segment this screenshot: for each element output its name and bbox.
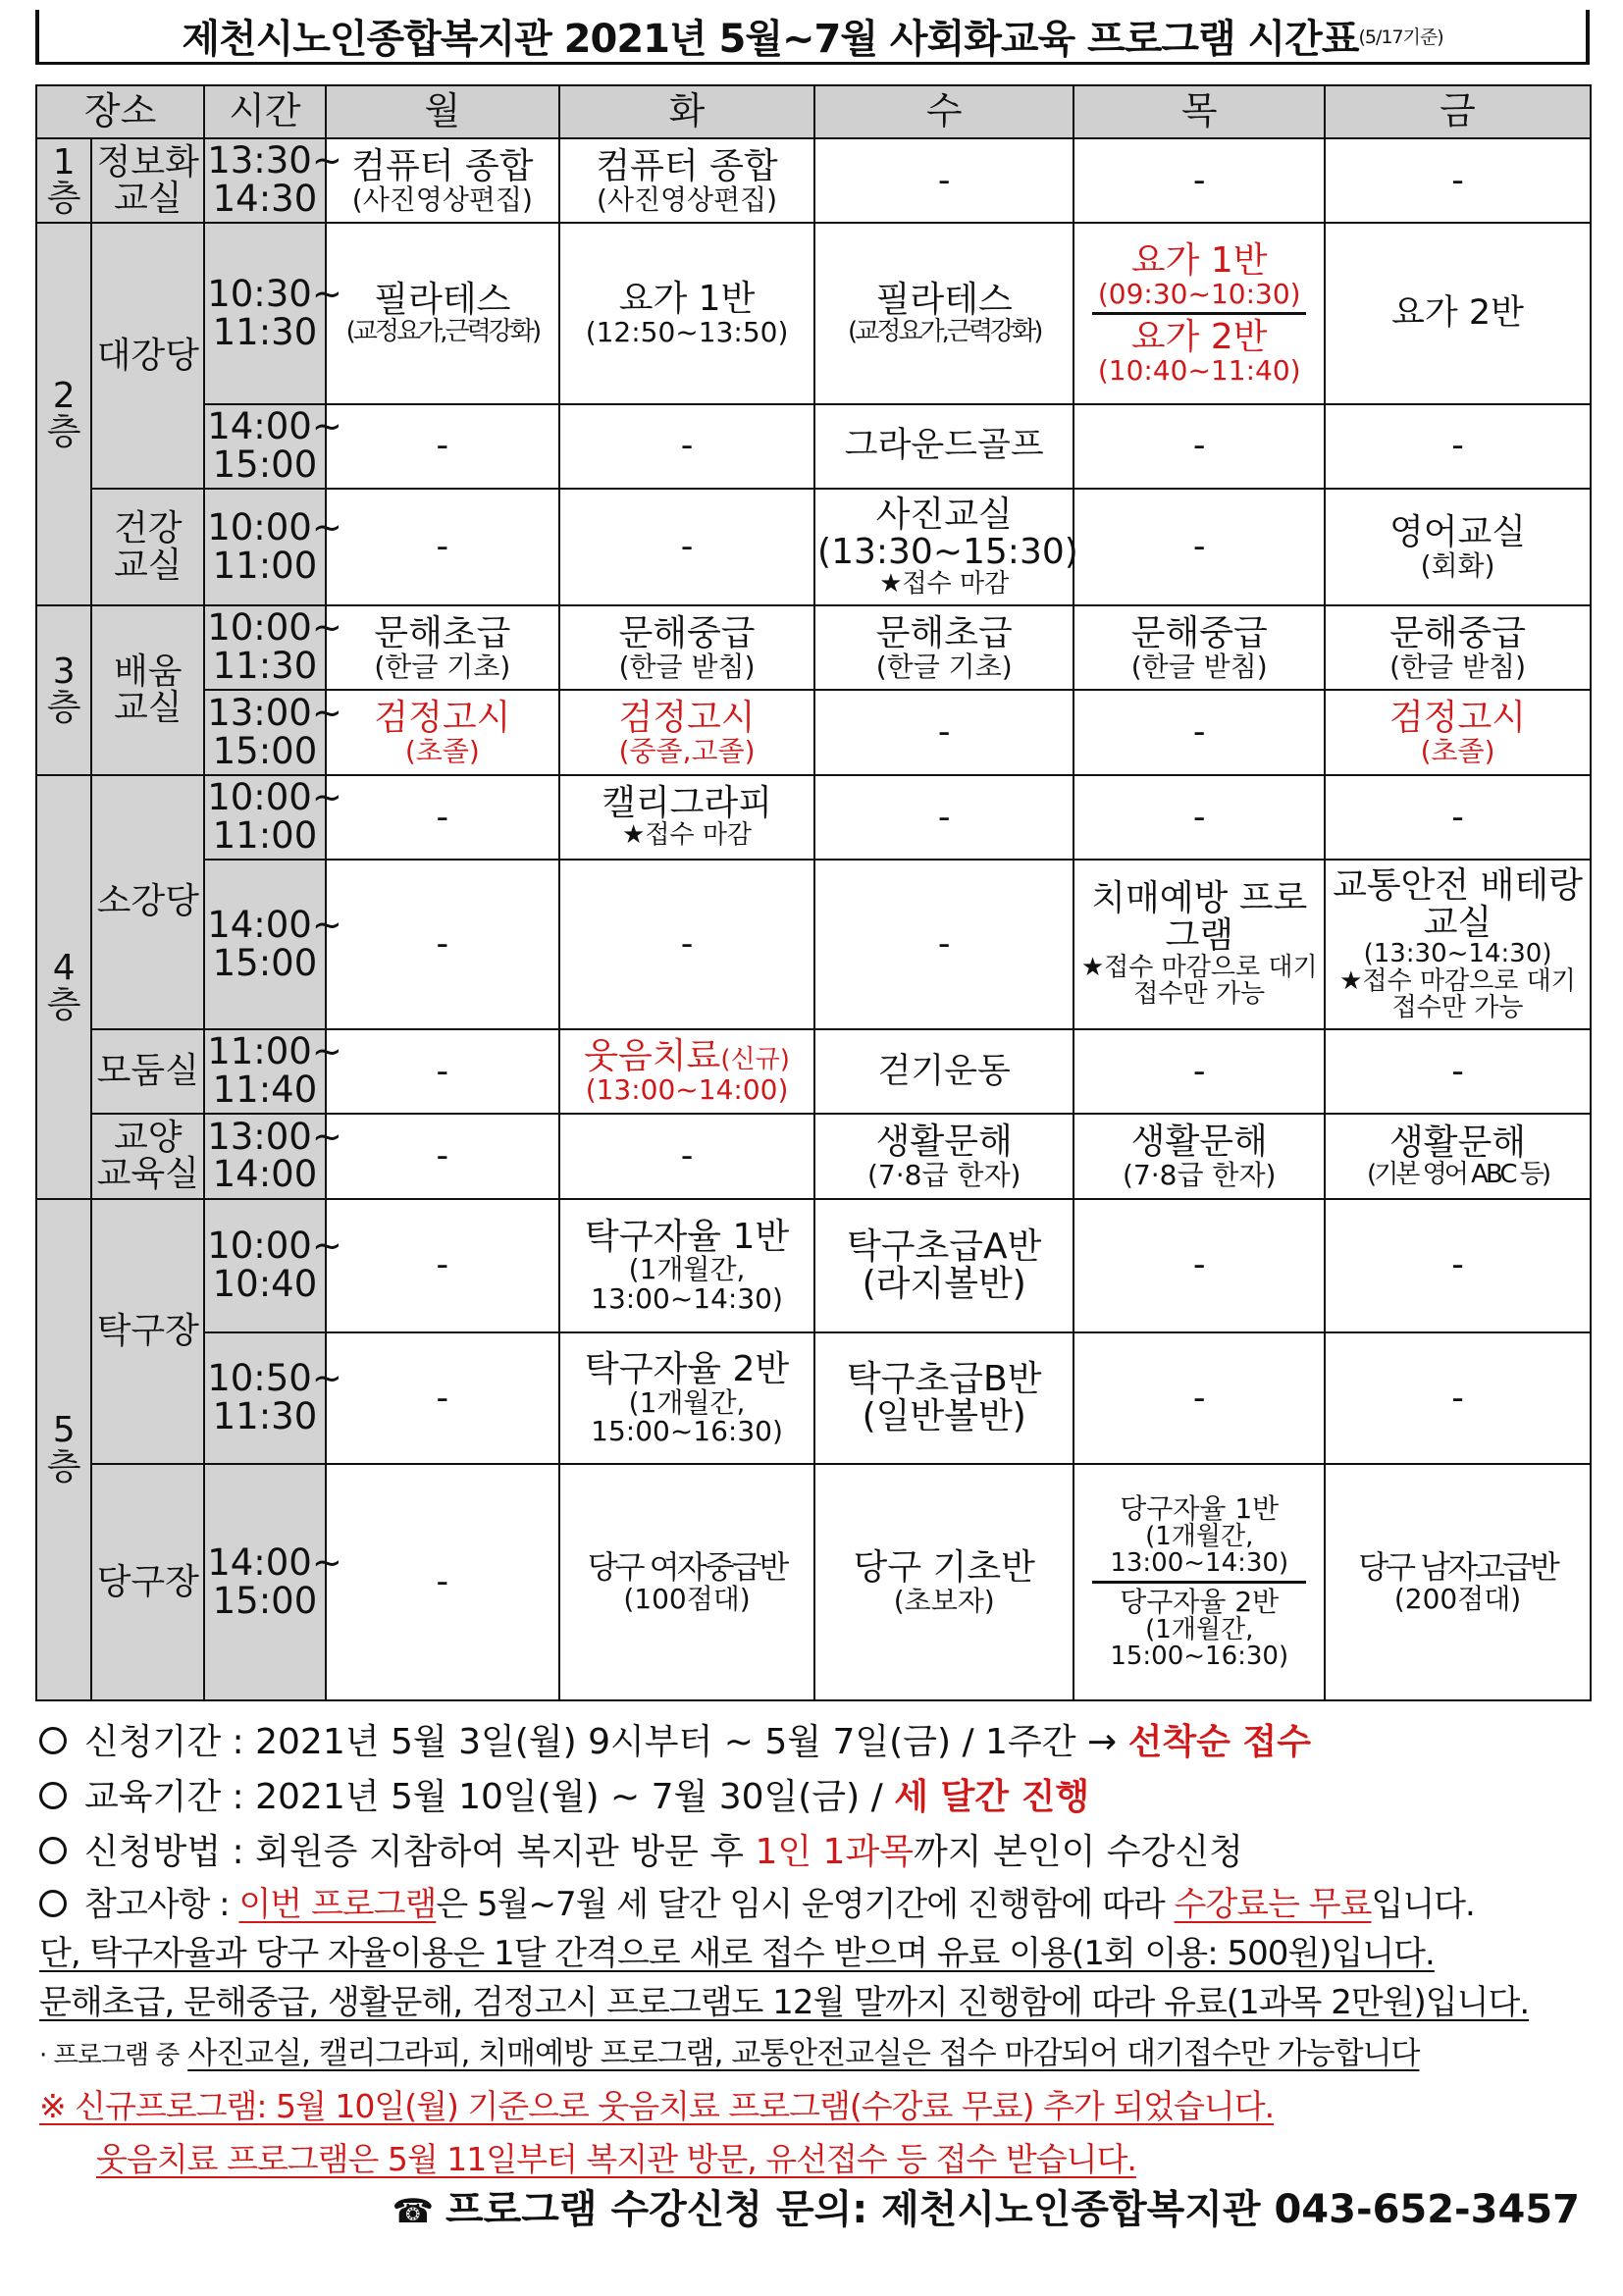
time-slot: 10:00~ 11:00 xyxy=(204,489,326,605)
cell-tue: 문해중급 (한글 받침) xyxy=(559,605,814,690)
apply-method: 신청방법 : 회원증 지참하여 복지관 방문 후 1인 1과목까지 본인이 수강신청 xyxy=(39,1825,1599,1880)
notes-section xyxy=(39,1715,1599,2186)
cell-fri: - xyxy=(1325,138,1591,223)
room-info-class: 정보화 교실 xyxy=(91,138,204,223)
cell-mon: - xyxy=(326,1199,559,1333)
cell-fri: 당구 남자고급반 (200점대) xyxy=(1325,1464,1591,1700)
floor-2: 2층 xyxy=(36,223,91,605)
cell-tue: 당구 여자중급반 (100점대) xyxy=(559,1464,814,1700)
cell-tue: - xyxy=(559,1114,814,1198)
cell-tue: 탁구자율 1반 (1개월간, 13:00~14:30) xyxy=(559,1199,814,1333)
cell-fri: 검정고시 (초졸) xyxy=(1325,690,1591,774)
cell-tue: 웃음치료(신규) (13:00~14:00) xyxy=(559,1029,814,1114)
cell-mon: - xyxy=(326,860,559,1029)
cell-fri: - xyxy=(1325,775,1591,860)
circle-bullet-icon xyxy=(39,1890,67,1917)
cell-tue: - xyxy=(559,860,814,1029)
cell-fri: - xyxy=(1325,1332,1591,1464)
cell-wed: 사진교실 (13:30~15:30) ★접수 마감 xyxy=(814,489,1073,605)
cell-wed: 필라테스 (교정요가,근력강화) xyxy=(814,223,1073,403)
phone-icon: ☎ xyxy=(392,2192,434,2231)
cell-fri: 문해중급 (한글 받침) xyxy=(1325,605,1591,690)
cell-thu: - xyxy=(1073,1029,1325,1114)
cell-wed: - xyxy=(814,775,1073,860)
cell-fri: - xyxy=(1325,1199,1591,1333)
schedule-table xyxy=(35,84,1592,1701)
cell-mon: 검정고시 (초졸) xyxy=(326,690,559,774)
col-header-fri: 금 xyxy=(1325,85,1591,138)
time-slot: 14:00~ 15:00 xyxy=(204,1464,326,1700)
title-note: (5/17기준) xyxy=(1358,26,1443,48)
apply-period: 신청기간 : 2021년 5월 3일(월) 9시부터 ~ 5월 7일(금) / 1주간 → 선착순 접수 xyxy=(39,1715,1599,1770)
room-group-room: 모둠실 xyxy=(91,1029,204,1114)
cell-thu: - xyxy=(1073,404,1325,489)
cell-mon: 필라테스 (교정요가,근력강화) xyxy=(326,223,559,403)
room-small-hall: 소강당 xyxy=(91,775,204,1029)
reference-line-1: 참고사항 : 이번 프로그램은 5월~7월 세 달간 임시 운영기간에 진행함에 따라 수강료는 무료입니다. xyxy=(39,1880,1599,1929)
time-slot: 13:00~ 14:00 xyxy=(204,1114,326,1198)
floor-3: 3층 xyxy=(36,605,91,775)
new-program-line-2: 웃음치료 프로그램은 5월 11일부터 복지관 방문, 유선접수 등 접수 받습니다. xyxy=(96,2140,1136,2178)
room-main-hall: 대강당 xyxy=(91,223,204,489)
floor-5: 5층 xyxy=(36,1199,91,1700)
cell-tue: - xyxy=(559,404,814,489)
table-row xyxy=(36,860,1591,1029)
time-slot: 10:00~ 10:40 xyxy=(204,1199,326,1333)
cell-mon: - xyxy=(326,1332,559,1464)
cell-wed: 걷기운동 xyxy=(814,1029,1073,1114)
cell-tue: 캘리그라피 ★접수 마감 xyxy=(559,775,814,860)
cell-fri: 생활문해 (기본 영어 ABC 등) xyxy=(1325,1114,1591,1198)
time-slot: 14:00~ 15:00 xyxy=(204,860,326,1029)
cell-mon: - xyxy=(326,775,559,860)
header-row xyxy=(36,85,1591,138)
cell-mon: - xyxy=(326,1029,559,1114)
room-health-class: 건강 교실 xyxy=(91,489,204,605)
circle-bullet-icon xyxy=(39,1837,67,1864)
cell-thu: 당구자율 1반 (1개월간, 13:00~14:30) 당구자율 2반 (1개월간, 15:00~16:30) xyxy=(1073,1464,1325,1700)
cell-tue: 컴퓨터 종합 (사진영상편집) xyxy=(559,138,814,223)
col-header-mon: 월 xyxy=(326,85,559,138)
cell-tue: 요가 1반 (12:50~13:50) xyxy=(559,223,814,403)
reference-line-2: 단, 탁구자율과 당구 자율이용은 1달 간격으로 새로 접수 받으며 유료 이용(1회 이용: 500원)입니다. xyxy=(39,1934,1435,1973)
table-row xyxy=(36,138,1591,223)
room-billiards: 당구장 xyxy=(91,1464,204,1700)
time-slot: 10:50~ 11:30 xyxy=(204,1332,326,1464)
cell-thu: 요가 1반 (09:30~10:30) 요가 2반 (10:40~11:40) xyxy=(1073,223,1325,403)
cell-fri: - xyxy=(1325,1029,1591,1114)
table-row xyxy=(36,1332,1591,1464)
cell-tue: - xyxy=(559,489,814,605)
circle-bullet-icon xyxy=(39,1782,67,1809)
cell-thu: 생활문해 (7·8급 한자) xyxy=(1073,1114,1325,1198)
cell-mon: - xyxy=(326,489,559,605)
table-row xyxy=(36,1199,1591,1333)
table-row xyxy=(36,690,1591,774)
time-slot: 13:00~ 15:00 xyxy=(204,690,326,774)
edu-period: 교육기간 : 2021년 5월 10일(월) ~ 7월 30일(금) / 세 달간 진행 xyxy=(39,1770,1599,1825)
cell-thu: - xyxy=(1073,775,1325,860)
cell-wed: - xyxy=(814,690,1073,774)
cell-thu: - xyxy=(1073,138,1325,223)
cell-fri: - xyxy=(1325,404,1591,489)
reference-line-3: 문해초급, 문해중급, 생활문해, 검정고시 프로그램도 12월 말까지 진행함에 따라 유료(1과목 2만원)입니다. xyxy=(39,1983,1530,2022)
cell-wed: 그라운드골프 xyxy=(814,404,1073,489)
cell-wed: - xyxy=(814,860,1073,1029)
time-slot: 10:30~ 11:30 xyxy=(204,223,326,403)
time-slot: 10:00~ 11:30 xyxy=(204,605,326,690)
cell-tue: 탁구자율 2반 (1개월간, 15:00~16:30) xyxy=(559,1332,814,1464)
table-row xyxy=(36,1114,1591,1198)
cell-tue: 검정고시 (중졸,고졸) xyxy=(559,690,814,774)
cell-mon: - xyxy=(326,1464,559,1700)
cell-thu: - xyxy=(1073,1199,1325,1333)
time-slot: 13:30~ 14:30 xyxy=(204,138,326,223)
col-header-place: 장소 xyxy=(36,85,204,138)
cell-wed: 당구 기초반 (초보자) xyxy=(814,1464,1073,1700)
table-row xyxy=(36,223,1591,403)
page-title: 제천시노인종합복지관 2021년 5월~7월 사회화교육 프로그램 시간표 xyxy=(182,17,1359,62)
cell-wed: - xyxy=(814,138,1073,223)
cell-wed: 생활문해 (7·8급 한자) xyxy=(814,1114,1073,1198)
table-row xyxy=(36,404,1591,489)
col-header-thu: 목 xyxy=(1073,85,1325,138)
cell-thu: - xyxy=(1073,690,1325,774)
cell-wed: 탁구초급A반 (라지볼반) xyxy=(814,1199,1073,1333)
cell-thu: 문해중급 (한글 받침) xyxy=(1073,605,1325,690)
cell-thu: - xyxy=(1073,1332,1325,1464)
col-header-wed: 수 xyxy=(814,85,1073,138)
table-row xyxy=(36,489,1591,605)
time-slot: 11:00~ 11:40 xyxy=(204,1029,326,1114)
cell-mon: - xyxy=(326,1114,559,1198)
col-header-time: 시간 xyxy=(204,85,326,138)
new-program-line-1: ※ 신규프로그램: 5월 10일(월) 기준으로 웃음치료 프로그램(수강료 무료) 추가 되었습니다. xyxy=(39,2087,1275,2125)
cell-fri: 영어교실 (회화) xyxy=(1325,489,1591,605)
contact-info: ☎ 프로그램 수강신청 문의: 제천시노인종합복지관 043-652-3457 xyxy=(392,2187,1580,2232)
cell-thu: 치매예방 프로그램 ★접수 마감으로 대기접수만 가능 xyxy=(1073,860,1325,1029)
time-slot: 10:00~ 11:00 xyxy=(204,775,326,860)
cell-thu: - xyxy=(1073,489,1325,605)
reference-line-4: · 프로그램 중 사진교실, 캘리그라피, 치매예방 프로그램, 교통안전교실은 접수 마감되어 대기접수만 가능합니다 xyxy=(39,2036,1420,2071)
circle-bullet-icon xyxy=(39,1727,67,1754)
floor-4: 4층 xyxy=(36,775,91,1199)
cell-mon: 문해초급 (한글 기초) xyxy=(326,605,559,690)
col-header-tue: 화 xyxy=(559,85,814,138)
title-box xyxy=(35,10,1590,65)
cell-mon: 컴퓨터 종합 (사진영상편집) xyxy=(326,138,559,223)
floor-1: 1층 xyxy=(36,138,91,223)
cell-fri: 교통안전 배테랑 교실 (13:30~14:30) ★접수 마감으로 대기접수만 가능 xyxy=(1325,860,1591,1029)
table-row xyxy=(36,1464,1591,1700)
room-table-tennis: 탁구장 xyxy=(91,1199,204,1465)
cell-fri: 요가 2반 xyxy=(1325,223,1591,403)
room-learning-class: 배움 교실 xyxy=(91,605,204,775)
cell-mon: - xyxy=(326,404,559,489)
cell-wed: 탁구초급B반 (일반볼반) xyxy=(814,1332,1073,1464)
table-row xyxy=(36,1029,1591,1114)
table-row xyxy=(36,605,1591,690)
cell-wed: 문해초급 (한글 기초) xyxy=(814,605,1073,690)
room-culture-class: 교양 교육실 xyxy=(91,1114,204,1198)
time-slot: 14:00~ 15:00 xyxy=(204,404,326,489)
table-row xyxy=(36,775,1591,860)
